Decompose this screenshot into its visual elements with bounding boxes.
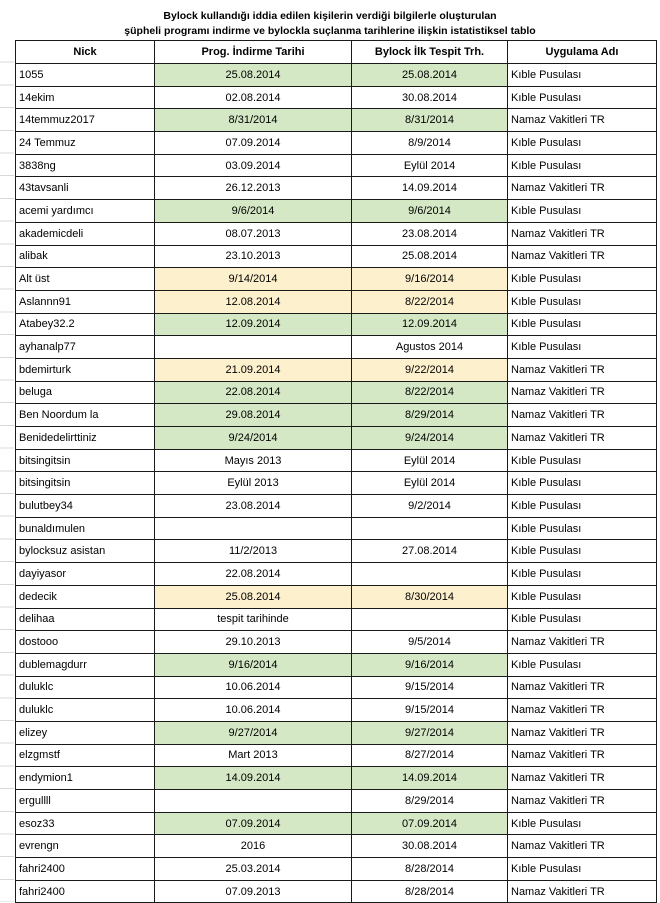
nick-cell: endymion1 bbox=[16, 767, 155, 790]
header-nick: Nick bbox=[16, 41, 155, 64]
nick-cell: fahri2400 bbox=[16, 858, 155, 881]
download-date-cell: 25.08.2014 bbox=[155, 585, 352, 608]
nick-cell: Alt üst bbox=[16, 268, 155, 291]
bylock-date-cell: Eylül 2014 bbox=[352, 154, 508, 177]
bylock-date-cell: 25.08.2014 bbox=[352, 64, 508, 87]
bylock-date-cell: 8/29/2014 bbox=[352, 404, 508, 427]
download-date-cell: Mart 2013 bbox=[155, 744, 352, 767]
bylock-date-cell: Eylül 2014 bbox=[352, 472, 508, 495]
table-title-line-1: Bylock kullandığı iddia edilen kişilerin verdiği bilgilerle oluşturulan bbox=[163, 10, 497, 22]
download-date-cell: 9/24/2014 bbox=[155, 427, 352, 450]
nick-cell: 24 Temmuz bbox=[16, 132, 155, 155]
header-row bbox=[16, 41, 657, 64]
nick-cell: Benidedelirttiniz bbox=[16, 427, 155, 450]
bylock-date-cell: 8/22/2014 bbox=[352, 290, 508, 313]
app-name-cell: Kıble Pusulası bbox=[508, 313, 657, 336]
app-name-cell: Kıble Pusulası bbox=[508, 290, 657, 313]
download-date-cell: 23.08.2014 bbox=[155, 495, 352, 518]
table-row bbox=[16, 404, 657, 427]
statistics-table bbox=[15, 40, 657, 903]
download-date-cell: 07.09.2014 bbox=[155, 812, 352, 835]
download-date-cell: 14.09.2014 bbox=[155, 767, 352, 790]
app-name-cell: Kıble Pusulası bbox=[508, 200, 657, 223]
nick-cell: 43tavsanli bbox=[16, 177, 155, 200]
nick-cell: 1055 bbox=[16, 64, 155, 87]
bylock-date-cell: 8/31/2014 bbox=[352, 109, 508, 132]
table-body bbox=[16, 64, 657, 903]
header-download-date: Prog. İndirme Tarihi bbox=[155, 41, 352, 64]
bylock-date-cell: 14.09.2014 bbox=[352, 177, 508, 200]
header-app-name: Uygulama Adı bbox=[508, 41, 657, 64]
download-date-cell: 08.07.2013 bbox=[155, 222, 352, 245]
app-name-cell: Kıble Pusulası bbox=[508, 86, 657, 109]
download-date-cell: 11/2/2013 bbox=[155, 540, 352, 563]
bylock-date-cell: 12.09.2014 bbox=[352, 313, 508, 336]
nick-cell: duluklc bbox=[16, 699, 155, 722]
download-date-cell: 25.03.2014 bbox=[155, 858, 352, 881]
bylock-date-cell: 9/16/2014 bbox=[352, 268, 508, 291]
table-row bbox=[16, 154, 657, 177]
bylock-date-cell: 9/27/2014 bbox=[352, 721, 508, 744]
download-date-cell: 10.06.2014 bbox=[155, 699, 352, 722]
table-row bbox=[16, 631, 657, 654]
app-name-cell: Kıble Pusulası bbox=[508, 540, 657, 563]
app-name-cell: Namaz Vakitleri TR bbox=[508, 880, 657, 903]
table-row bbox=[16, 358, 657, 381]
table-row bbox=[16, 563, 657, 586]
bylock-date-cell: 8/28/2014 bbox=[352, 858, 508, 881]
app-name-cell: Namaz Vakitleri TR bbox=[508, 381, 657, 404]
download-date-cell bbox=[155, 517, 352, 540]
nick-cell: bdemirturk bbox=[16, 358, 155, 381]
table-row bbox=[16, 132, 657, 155]
bylock-date-cell: 9/16/2014 bbox=[352, 653, 508, 676]
app-name-cell: Kıble Pusulası bbox=[508, 563, 657, 586]
nick-cell: bunaldımulen bbox=[16, 517, 155, 540]
download-date-cell: 22.08.2014 bbox=[155, 381, 352, 404]
bylock-date-cell: 27.08.2014 bbox=[352, 540, 508, 563]
nick-cell: akademicdeli bbox=[16, 222, 155, 245]
bylock-date-cell: 9/5/2014 bbox=[352, 631, 508, 654]
table-row bbox=[16, 540, 657, 563]
table-row bbox=[16, 290, 657, 313]
table-row bbox=[16, 381, 657, 404]
nick-cell: alibak bbox=[16, 245, 155, 268]
nick-cell: bitsingitsin bbox=[16, 472, 155, 495]
nick-cell: delihaa bbox=[16, 608, 155, 631]
bylock-date-cell: 9/6/2014 bbox=[352, 200, 508, 223]
nick-cell: acemi yardımcı bbox=[16, 200, 155, 223]
table-row bbox=[16, 699, 657, 722]
app-name-cell: Kıble Pusulası bbox=[508, 812, 657, 835]
app-name-cell: Namaz Vakitleri TR bbox=[508, 631, 657, 654]
bylock-date-cell bbox=[352, 608, 508, 631]
download-date-cell: 12.09.2014 bbox=[155, 313, 352, 336]
app-name-cell: Namaz Vakitleri TR bbox=[508, 109, 657, 132]
app-name-cell: Kıble Pusulası bbox=[508, 268, 657, 291]
nick-cell: Atabey32.2 bbox=[16, 313, 155, 336]
bylock-date-cell: 14.09.2014 bbox=[352, 767, 508, 790]
bylock-date-cell: 9/24/2014 bbox=[352, 427, 508, 450]
table-row bbox=[16, 222, 657, 245]
table-row bbox=[16, 676, 657, 699]
nick-cell: dedecik bbox=[16, 585, 155, 608]
download-date-cell: 25.08.2014 bbox=[155, 64, 352, 87]
bylock-date-cell: 07.09.2014 bbox=[352, 812, 508, 835]
nick-cell: beluga bbox=[16, 381, 155, 404]
app-name-cell: Namaz Vakitleri TR bbox=[508, 427, 657, 450]
app-name-cell: Kıble Pusulası bbox=[508, 449, 657, 472]
app-name-cell: Namaz Vakitleri TR bbox=[508, 790, 657, 813]
table-row bbox=[16, 64, 657, 87]
download-date-cell: 22.08.2014 bbox=[155, 563, 352, 586]
app-name-cell: Namaz Vakitleri TR bbox=[508, 245, 657, 268]
table-row bbox=[16, 200, 657, 223]
nick-cell: esoz33 bbox=[16, 812, 155, 835]
download-date-cell: 9/16/2014 bbox=[155, 653, 352, 676]
table-row bbox=[16, 858, 657, 881]
nick-cell: duluklc bbox=[16, 676, 155, 699]
nick-cell: dayiyasor bbox=[16, 563, 155, 586]
download-date-cell: 9/6/2014 bbox=[155, 200, 352, 223]
app-name-cell: Namaz Vakitleri TR bbox=[508, 744, 657, 767]
bylock-date-cell: Agustos 2014 bbox=[352, 336, 508, 359]
table-title-line-2: şüpheli programı indirme ve bylockla suçlanma tarihlerine ilişkin istatistiksel tablo bbox=[124, 25, 536, 37]
nick-cell: bitsingitsin bbox=[16, 449, 155, 472]
app-name-cell: Namaz Vakitleri TR bbox=[508, 358, 657, 381]
bylock-date-cell: 8/30/2014 bbox=[352, 585, 508, 608]
table-row bbox=[16, 495, 657, 518]
nick-cell: ergullll bbox=[16, 790, 155, 813]
bylock-date-cell: 25.08.2014 bbox=[352, 245, 508, 268]
table-row bbox=[16, 653, 657, 676]
table-row bbox=[16, 268, 657, 291]
download-date-cell: 29.10.2013 bbox=[155, 631, 352, 654]
app-name-cell: Kıble Pusulası bbox=[508, 336, 657, 359]
bylock-date-cell: 8/9/2014 bbox=[352, 132, 508, 155]
download-date-cell: 10.06.2014 bbox=[155, 676, 352, 699]
bylock-date-cell bbox=[352, 563, 508, 586]
app-name-cell: Namaz Vakitleri TR bbox=[508, 177, 657, 200]
download-date-cell: 29.08.2014 bbox=[155, 404, 352, 427]
nick-cell: Aslannn91 bbox=[16, 290, 155, 313]
nick-cell: elizey bbox=[16, 721, 155, 744]
bylock-date-cell: 9/15/2014 bbox=[352, 699, 508, 722]
bylock-date-cell: 9/15/2014 bbox=[352, 676, 508, 699]
table-row bbox=[16, 585, 657, 608]
app-name-cell: Kıble Pusulası bbox=[508, 495, 657, 518]
nick-cell: bulutbey34 bbox=[16, 495, 155, 518]
download-date-cell bbox=[155, 336, 352, 359]
download-date-cell: 07.09.2013 bbox=[155, 880, 352, 903]
bylock-date-cell: 30.08.2014 bbox=[352, 835, 508, 858]
table-row bbox=[16, 880, 657, 903]
app-name-cell: Kıble Pusulası bbox=[508, 132, 657, 155]
app-name-cell: Namaz Vakitleri TR bbox=[508, 767, 657, 790]
header-bylock-date: Bylock İlk Tespit Trh. bbox=[352, 41, 508, 64]
download-date-cell: 21.09.2014 bbox=[155, 358, 352, 381]
app-name-cell: Kıble Pusulası bbox=[508, 608, 657, 631]
table-row bbox=[16, 835, 657, 858]
bylock-date-cell: 23.08.2014 bbox=[352, 222, 508, 245]
nick-cell: evrengn bbox=[16, 835, 155, 858]
download-date-cell: 23.10.2013 bbox=[155, 245, 352, 268]
app-name-cell: Kıble Pusulası bbox=[508, 154, 657, 177]
bylock-date-cell: 8/27/2014 bbox=[352, 744, 508, 767]
table-row bbox=[16, 790, 657, 813]
table-row bbox=[16, 744, 657, 767]
bylock-date-cell: 8/29/2014 bbox=[352, 790, 508, 813]
bylock-date-cell: 9/2/2014 bbox=[352, 495, 508, 518]
table-row bbox=[16, 313, 657, 336]
download-date-cell: Eylül 2013 bbox=[155, 472, 352, 495]
app-name-cell: Namaz Vakitleri TR bbox=[508, 835, 657, 858]
download-date-cell: 12.08.2014 bbox=[155, 290, 352, 313]
table-row bbox=[16, 86, 657, 109]
download-date-cell: 9/27/2014 bbox=[155, 721, 352, 744]
table-row bbox=[16, 721, 657, 744]
bylock-date-cell: 8/22/2014 bbox=[352, 381, 508, 404]
table-row bbox=[16, 427, 657, 450]
nick-cell: 14ekim bbox=[16, 86, 155, 109]
table-row bbox=[16, 109, 657, 132]
nick-cell: Ben Noordum la bbox=[16, 404, 155, 427]
download-date-cell: 03.09.2014 bbox=[155, 154, 352, 177]
download-date-cell: 07.09.2014 bbox=[155, 132, 352, 155]
app-name-cell: Namaz Vakitleri TR bbox=[508, 222, 657, 245]
table-row bbox=[16, 336, 657, 359]
nick-cell: dublemagdurr bbox=[16, 653, 155, 676]
table-row bbox=[16, 245, 657, 268]
bylock-date-cell: 30.08.2014 bbox=[352, 86, 508, 109]
app-name-cell: Kıble Pusulası bbox=[508, 653, 657, 676]
table-row bbox=[16, 767, 657, 790]
nick-cell: bylocksuz asistan bbox=[16, 540, 155, 563]
download-date-cell: 9/14/2014 bbox=[155, 268, 352, 291]
download-date-cell: 26.12.2013 bbox=[155, 177, 352, 200]
nick-cell: dostooo bbox=[16, 631, 155, 654]
download-date-cell: 02.08.2014 bbox=[155, 86, 352, 109]
nick-cell: 3838ng bbox=[16, 154, 155, 177]
app-name-cell: Namaz Vakitleri TR bbox=[508, 404, 657, 427]
app-name-cell: Kıble Pusulası bbox=[508, 585, 657, 608]
app-name-cell: Kıble Pusulası bbox=[508, 64, 657, 87]
app-name-cell: Namaz Vakitleri TR bbox=[508, 699, 657, 722]
download-date-cell: tespit tarihinde bbox=[155, 608, 352, 631]
nick-cell: fahri2400 bbox=[16, 880, 155, 903]
app-name-cell: Namaz Vakitleri TR bbox=[508, 676, 657, 699]
app-name-cell: Kıble Pusulası bbox=[508, 472, 657, 495]
table-row bbox=[16, 608, 657, 631]
table-row bbox=[16, 177, 657, 200]
table-row bbox=[16, 517, 657, 540]
nick-cell: 14temmuz2017 bbox=[16, 109, 155, 132]
download-date-cell: 2016 bbox=[155, 835, 352, 858]
bylock-date-cell: Eylül 2014 bbox=[352, 449, 508, 472]
table-row bbox=[16, 449, 657, 472]
download-date-cell: Mayıs 2013 bbox=[155, 449, 352, 472]
table-row bbox=[16, 812, 657, 835]
nick-cell: elzgmstf bbox=[16, 744, 155, 767]
app-name-cell: Kıble Pusulası bbox=[508, 858, 657, 881]
bylock-date-cell: 9/22/2014 bbox=[352, 358, 508, 381]
bylock-date-cell bbox=[352, 517, 508, 540]
app-name-cell: Namaz Vakitleri TR bbox=[508, 721, 657, 744]
download-date-cell: 8/31/2014 bbox=[155, 109, 352, 132]
table-row bbox=[16, 472, 657, 495]
app-name-cell: Kıble Pusulası bbox=[508, 517, 657, 540]
nick-cell: ayhanalp77 bbox=[16, 336, 155, 359]
download-date-cell bbox=[155, 790, 352, 813]
bylock-date-cell: 8/28/2014 bbox=[352, 880, 508, 903]
